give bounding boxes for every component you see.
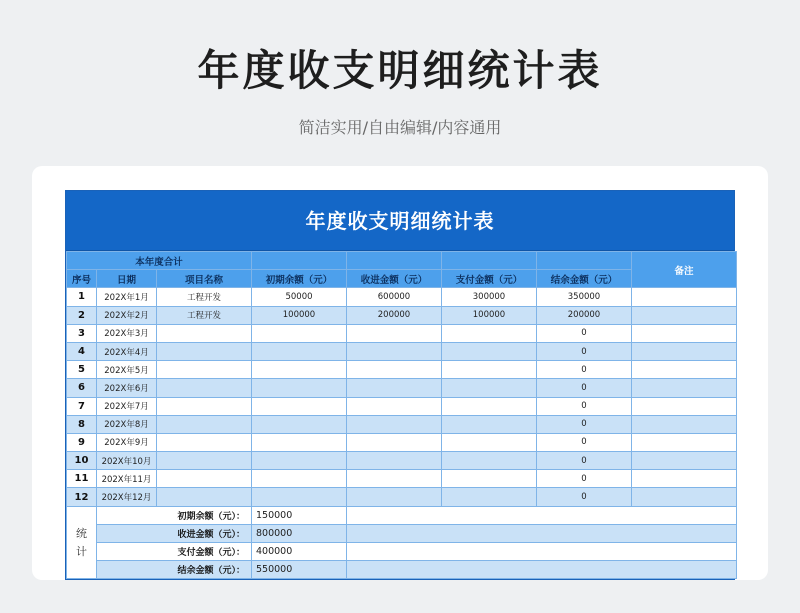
cell-date[interactable]: 202X年5月	[97, 361, 157, 379]
summary-side-label: 统 计	[67, 506, 97, 579]
summary-row	[67, 543, 737, 561]
header-row-top	[67, 252, 737, 270]
cell-item[interactable]: 工程开发	[157, 288, 252, 306]
cell-income[interactable]	[347, 433, 442, 451]
annual-total-payment[interactable]	[442, 252, 537, 270]
table-row	[67, 342, 737, 360]
cell-opening[interactable]	[252, 342, 347, 360]
remark-header: 备注	[632, 252, 737, 288]
cell-remark[interactable]	[632, 324, 737, 342]
cell-payment[interactable]: 100000	[442, 306, 537, 324]
cell-item[interactable]: 工程开发	[157, 306, 252, 324]
col-header-payment: 支付金额（元）	[442, 270, 537, 288]
summary-row	[67, 524, 737, 542]
cell-index[interactable]: 3	[67, 324, 97, 342]
cell-balance[interactable]: 0	[537, 433, 632, 451]
table-row	[67, 306, 737, 324]
summary-value[interactable]: 150000	[252, 506, 347, 524]
cell-index[interactable]: 4	[67, 342, 97, 360]
cell-payment[interactable]	[442, 361, 537, 379]
cell-balance[interactable]: 0	[537, 397, 632, 415]
cell-balance[interactable]: 0	[537, 452, 632, 470]
cell-payment[interactable]	[442, 397, 537, 415]
col-header-opening: 初期余额（元）	[252, 270, 347, 288]
page-title: 年度收支明细统计表	[197, 46, 603, 95]
cell-payment[interactable]	[442, 415, 537, 433]
table-row	[67, 397, 737, 415]
summary-blank[interactable]	[347, 561, 737, 579]
cell-date[interactable]: 202X年4月	[97, 342, 157, 360]
cell-remark[interactable]	[632, 379, 737, 397]
cell-remark[interactable]	[632, 288, 737, 306]
cell-date[interactable]: 202X年1月	[97, 288, 157, 306]
cell-remark[interactable]	[632, 397, 737, 415]
col-header-index: 序号	[67, 270, 97, 288]
cell-index[interactable]: 1	[67, 288, 97, 306]
summary-blank[interactable]	[347, 524, 737, 542]
summary-label: 支付金额（元）：	[97, 543, 252, 561]
cell-balance[interactable]: 0	[537, 342, 632, 360]
summary-value[interactable]: 550000	[252, 561, 347, 579]
cell-balance[interactable]: 0	[537, 470, 632, 488]
col-header-item: 项目名称	[157, 270, 252, 288]
cell-item[interactable]	[157, 361, 252, 379]
cell-remark[interactable]	[632, 452, 737, 470]
cell-payment[interactable]	[442, 324, 537, 342]
table-row	[67, 324, 737, 342]
sheet-card	[32, 166, 768, 580]
summary-label: 初期余额（元）：	[97, 506, 252, 524]
cell-balance[interactable]: 200000	[537, 306, 632, 324]
cell-income[interactable]: 200000	[347, 306, 442, 324]
summary-row	[67, 561, 737, 579]
cell-opening[interactable]	[252, 361, 347, 379]
cell-balance[interactable]: 0	[537, 324, 632, 342]
cell-item[interactable]	[157, 433, 252, 451]
cell-item[interactable]	[157, 324, 252, 342]
cell-item[interactable]	[157, 415, 252, 433]
annual-total-income[interactable]	[347, 252, 442, 270]
sheet-title: 年度收支明细统计表	[66, 191, 734, 251]
cell-item[interactable]	[157, 342, 252, 360]
cell-income[interactable]	[347, 470, 442, 488]
col-header-date: 日期	[97, 270, 157, 288]
spreadsheet	[65, 190, 735, 580]
cell-opening[interactable]	[252, 433, 347, 451]
summary-blank[interactable]	[347, 506, 737, 524]
cell-index[interactable]: 8	[67, 415, 97, 433]
cell-date[interactable]: 202X年2月	[97, 306, 157, 324]
table-row	[67, 452, 737, 470]
cell-income[interactable]	[347, 379, 442, 397]
cell-income[interactable]	[347, 397, 442, 415]
cell-date[interactable]: 202X年10月	[97, 452, 157, 470]
cell-remark[interactable]	[632, 433, 737, 451]
cell-date[interactable]: 202X年3月	[97, 324, 157, 342]
cell-date[interactable]: 202X年9月	[97, 433, 157, 451]
annual-total-opening[interactable]	[252, 252, 347, 270]
cell-income[interactable]	[347, 488, 442, 506]
cell-item[interactable]	[157, 397, 252, 415]
cell-income[interactable]	[347, 342, 442, 360]
table-row	[67, 288, 737, 306]
col-header-income: 收进金额（元）	[347, 270, 442, 288]
cell-payment[interactable]	[442, 433, 537, 451]
cell-index[interactable]: 12	[67, 488, 97, 506]
annual-total-label: 本年度合计	[67, 252, 252, 270]
cell-index[interactable]: 9	[67, 433, 97, 451]
cell-income[interactable]	[347, 415, 442, 433]
cell-opening[interactable]	[252, 379, 347, 397]
cell-item[interactable]	[157, 488, 252, 506]
cell-index[interactable]: 7	[67, 397, 97, 415]
cell-opening[interactable]	[252, 397, 347, 415]
annual-total-balance[interactable]	[537, 252, 632, 270]
cell-index[interactable]: 2	[67, 306, 97, 324]
cell-opening[interactable]	[252, 488, 347, 506]
cell-item[interactable]	[157, 379, 252, 397]
cell-opening[interactable]	[252, 452, 347, 470]
page-subtitle: 简洁实用/自由编辑/内容通用	[298, 118, 502, 137]
cell-remark[interactable]	[632, 415, 737, 433]
cell-item[interactable]	[157, 470, 252, 488]
summary-label: 收进金额（元）：	[97, 524, 252, 542]
summary-label: 结余金额（元）：	[97, 561, 252, 579]
table-row	[67, 361, 737, 379]
cell-remark[interactable]	[632, 342, 737, 360]
cell-balance[interactable]: 0	[537, 361, 632, 379]
cell-index[interactable]: 10	[67, 452, 97, 470]
cell-remark[interactable]	[632, 306, 737, 324]
summary-value[interactable]: 800000	[252, 524, 347, 542]
cell-index[interactable]: 5	[67, 361, 97, 379]
summary-row	[67, 506, 737, 524]
cell-balance[interactable]: 0	[537, 379, 632, 397]
cell-balance[interactable]: 350000	[537, 288, 632, 306]
cell-income[interactable]	[347, 452, 442, 470]
cell-payment[interactable]	[442, 470, 537, 488]
cell-income[interactable]	[347, 361, 442, 379]
cell-opening[interactable]	[252, 324, 347, 342]
cell-remark[interactable]	[632, 488, 737, 506]
table-row	[67, 488, 737, 506]
cell-opening[interactable]: 50000	[252, 288, 347, 306]
cell-opening[interactable]	[252, 415, 347, 433]
cell-balance[interactable]: 0	[537, 415, 632, 433]
cell-payment[interactable]	[442, 342, 537, 360]
cell-remark[interactable]	[632, 361, 737, 379]
cell-date[interactable]: 202X年11月	[97, 470, 157, 488]
cell-income[interactable]	[347, 324, 442, 342]
summary-blank[interactable]	[347, 543, 737, 561]
ledger-table	[66, 251, 737, 579]
cell-remark[interactable]	[632, 470, 737, 488]
cell-payment[interactable]	[442, 488, 537, 506]
cell-date[interactable]: 202X年12月	[97, 488, 157, 506]
table-row	[67, 470, 737, 488]
cell-index[interactable]: 6	[67, 379, 97, 397]
cell-date[interactable]: 202X年8月	[97, 415, 157, 433]
table-row	[67, 415, 737, 433]
cell-income[interactable]: 600000	[347, 288, 442, 306]
table-row	[67, 433, 737, 451]
cell-payment[interactable]: 300000	[442, 288, 537, 306]
cell-opening[interactable]	[252, 470, 347, 488]
cell-opening[interactable]: 100000	[252, 306, 347, 324]
cell-item[interactable]	[157, 452, 252, 470]
cell-payment[interactable]	[442, 379, 537, 397]
table-row	[67, 379, 737, 397]
col-header-balance: 结余金额（元）	[537, 270, 632, 288]
cell-date[interactable]: 202X年6月	[97, 379, 157, 397]
cell-payment[interactable]	[442, 452, 537, 470]
cell-date[interactable]: 202X年7月	[97, 397, 157, 415]
cell-index[interactable]: 11	[67, 470, 97, 488]
cell-balance[interactable]: 0	[537, 488, 632, 506]
summary-value[interactable]: 400000	[252, 543, 347, 561]
